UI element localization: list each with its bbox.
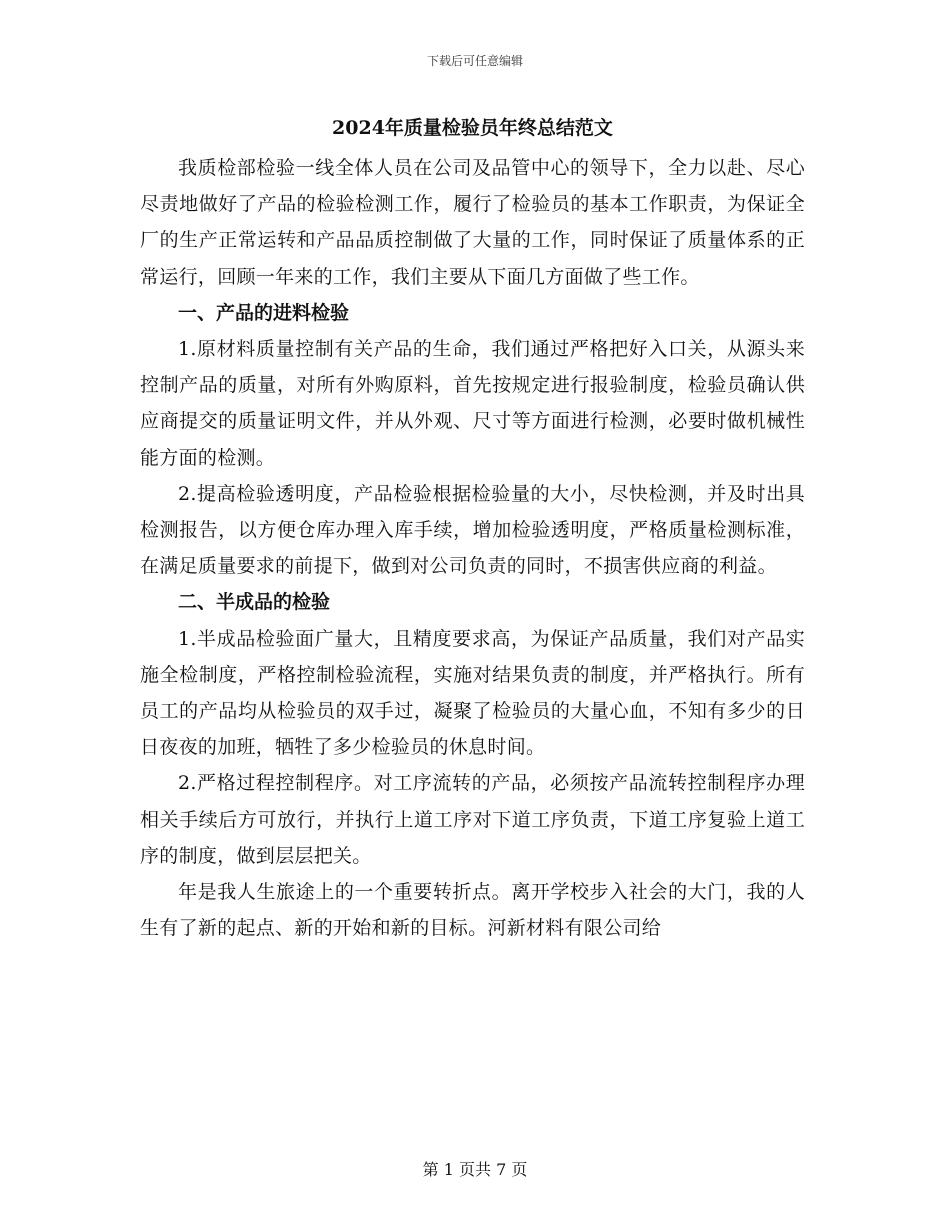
paragraph-full-inspection: 1.半成品检验面广量大，且精度要求高，为保证产品质量，我们对产品实施全检制度，严格控制检验流程，实施对结果负责的制度，并严格执行。所有员工的产品均从检验员的双手过，凝聚了检验员的大量心血，不知有多少的日日夜夜的加班，牺牲了多少检验员的休息时间。 [140,627,805,759]
section-heading-incoming-inspection: 一、产品的进料检验 [178,301,350,324]
page-number-footer: 第 1 页共 7 页 [422,1160,528,1179]
paragraph-inspection-transparency: 2.提高检验透明度，产品检验根据检验量的大小，尽快检测，并及时出具检测报告，以方便仓库办理入库手续，增加检验透明度，严格质量检测标准，在满足质量要求的前提下，做到对公司负责的同时，不损害供应商的利益。 [140,482,805,578]
paragraph-career-turning-point: 年是我人生旅途上的一个重要转折点。离开学校步入社会的大门，我的人生有了新的起点、新的开始和新的目标。河新材料有限公司给 [140,881,805,940]
paragraph-raw-material-control: 1.原材料质量控制有关产品的生命，我们通过严格把好入口关，从源头来控制产品的质量，对所有外购原料，首先按规定进行报验制度，检验员确认供应商提交的质量证明文件，并从外观、尺寸等方面进行检测，必要时做机械性能方面的检测。 [140,338,805,469]
section-heading-semi-finished: 二、半成品的检验 [178,591,331,614]
document-title: 2024年质量检验员年终总结范文 [332,117,613,139]
paragraph-process-control: 2.严格过程控制程序。对工序流转的产品，必须按产品流转控制程序办理相关手续后方可放行，并执行上道工序对下道工序负责，下道工序复验上道工序的制度，做到层层把关。 [140,772,805,867]
document-body [140,112,805,946]
page-header-note: 下载后可任意编辑 [426,54,523,68]
intro-paragraph: 我质检部检验一线全体人员在公司及品管中心的领导下，全力以赴、尽心尽责地做好了产品的检验检测工作，履行了检验员的基本工作职责，为保证全厂的生产正常运转和产品品质控制做了大量的工作，同时保证了质量体系的正常运行，回顾一年来的工作，我们主要从下面几方面做了些工作。 [140,157,805,288]
